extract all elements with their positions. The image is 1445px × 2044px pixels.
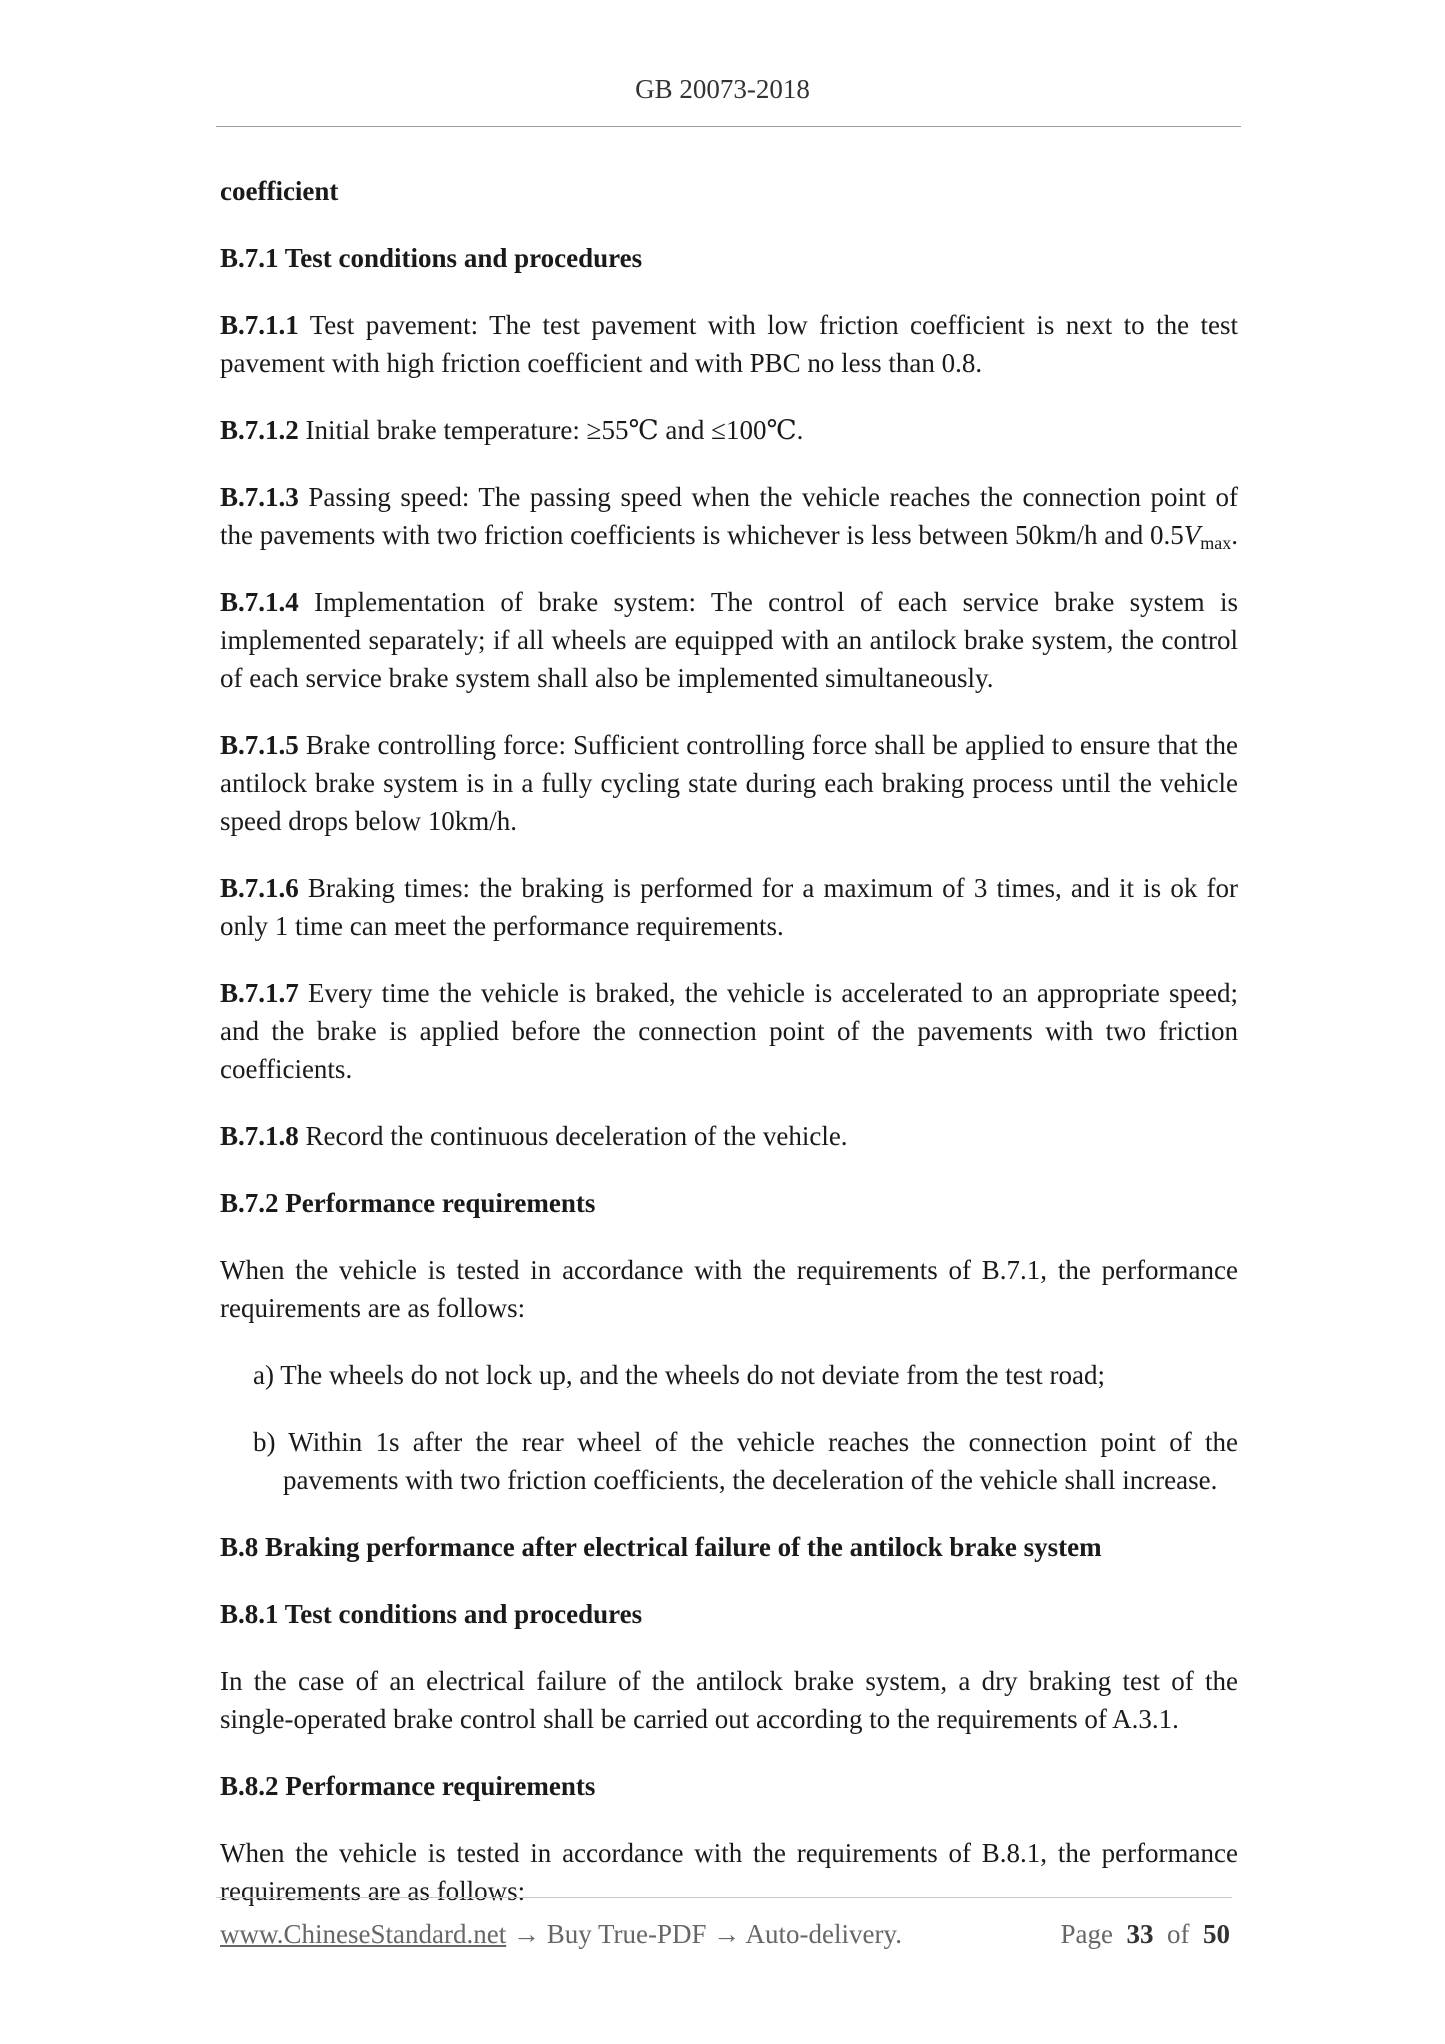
section-heading-b72: B.7.2 Performance requirements xyxy=(220,1188,596,1218)
list-item-b: b) Within 1s after the rear wheel of the vehicle reaches the connection point of the pavements with two friction coefficients, the deceleration of the vehicle shall increase. xyxy=(253,1427,1238,1495)
paragraph-b82: When the vehicle is tested in accordance with the requirements of B.8.1, the performance requirements are as follows: xyxy=(220,1838,1238,1906)
clause-text: Every time the vehicle is braked, the vehicle is accelerated to an appropriate speed; and the brake is applied before the connection point of the pavements with two friction coefficients. xyxy=(220,978,1239,1084)
clause-b717 xyxy=(220,974,1238,1088)
page-word: Page xyxy=(1060,1919,1113,1949)
footer-divider xyxy=(216,1897,1232,1898)
total-pages: 50 xyxy=(1203,1919,1230,1949)
clause-b714 xyxy=(220,583,1238,697)
footer-promo xyxy=(220,1919,902,1950)
current-page: 33 xyxy=(1126,1919,1154,1949)
variable-subscript: max xyxy=(1200,533,1232,553)
section-heading-b81: B.8.1 Test conditions and procedures xyxy=(220,1599,643,1629)
of-word: of xyxy=(1167,1919,1190,1949)
clause-text: Implementation of brake system: The control of each service brake system is implemented separately; if all wheels are equipped with an antilock brake system, the control of each service brake system shall also be implemented simultaneously. xyxy=(220,587,1238,693)
clause-text: Braking times: the braking is performed for a maximum of 3 times, and it is ok for only 1 time can meet the performance requirements. xyxy=(220,873,1238,941)
clause-number: B.7.1.5 xyxy=(220,730,299,760)
clause-number: B.7.1.6 xyxy=(220,873,299,903)
clause-number: B.7.1.2 xyxy=(220,415,299,445)
clause-b716 xyxy=(220,869,1238,945)
page-header-title: GB 20073-2018 xyxy=(635,74,810,104)
footer-tagline: → Buy True-PDF → Auto-delivery. xyxy=(506,1919,902,1949)
clause-text: Initial brake temperature: ≥55℃ and ≤100℃. xyxy=(305,415,804,445)
website-link[interactable]: www.ChineseStandard.net xyxy=(220,1919,507,1949)
document-body xyxy=(220,172,1238,1939)
clause-b711 xyxy=(220,306,1238,382)
clause-text: Passing speed: The passing speed when the vehicle reaches the connection point of the pavements with two friction coefficients is whichever is less between 50km/h and 0.5 xyxy=(220,482,1239,550)
paragraph-b72: When the vehicle is tested in accordance with the requirements of B.7.1, the performance requirements are as follows: xyxy=(220,1255,1238,1323)
list-item-a: a) The wheels do not lock up, and the wheels do not deviate from the test road; xyxy=(253,1360,1106,1390)
paragraph-b81: In the case of an electrical failure of the antilock brake system, a dry braking test of the single-operated brake control shall be carried out according to the requirements of A.3.1. xyxy=(220,1666,1238,1734)
clause-number: B.7.1.8 xyxy=(220,1121,299,1151)
clause-number: B.7.1.1 xyxy=(220,310,299,340)
clause-number: B.7.1.3 xyxy=(220,482,299,512)
continued-heading: coefficient xyxy=(220,176,339,206)
clause-text: Test pavement: The test pavement with low friction coefficient is next to the test pavement with high friction coefficient and with PBC no less than 0.8. xyxy=(220,310,1238,378)
section-heading-b8: B.8 Braking performance after electrical failure of the antilock brake system xyxy=(220,1532,1102,1562)
clause-b713 xyxy=(220,478,1238,554)
clause-number: B.7.1.7 xyxy=(220,978,299,1008)
clause-number: B.7.1.4 xyxy=(220,587,299,617)
clause-b712 xyxy=(220,411,1238,449)
clause-end: . xyxy=(1231,520,1239,550)
clause-b718 xyxy=(220,1117,1238,1155)
header-divider xyxy=(216,126,1241,127)
section-heading-b71: B.7.1 Test conditions and procedures xyxy=(220,243,643,273)
variable-v: V xyxy=(1183,520,1201,550)
clause-b715 xyxy=(220,726,1238,840)
section-heading-b82: B.8.2 Performance requirements xyxy=(220,1771,596,1801)
page-number xyxy=(1061,1919,1230,1950)
clause-text: Brake controlling force: Sufficient controlling force shall be applied to ensure that the antilock brake system is in a fully cycling state during each braking process until the vehicle speed drops below 10km/h. xyxy=(220,730,1239,836)
clause-text: Record the continuous deceleration of the vehicle. xyxy=(305,1121,848,1151)
